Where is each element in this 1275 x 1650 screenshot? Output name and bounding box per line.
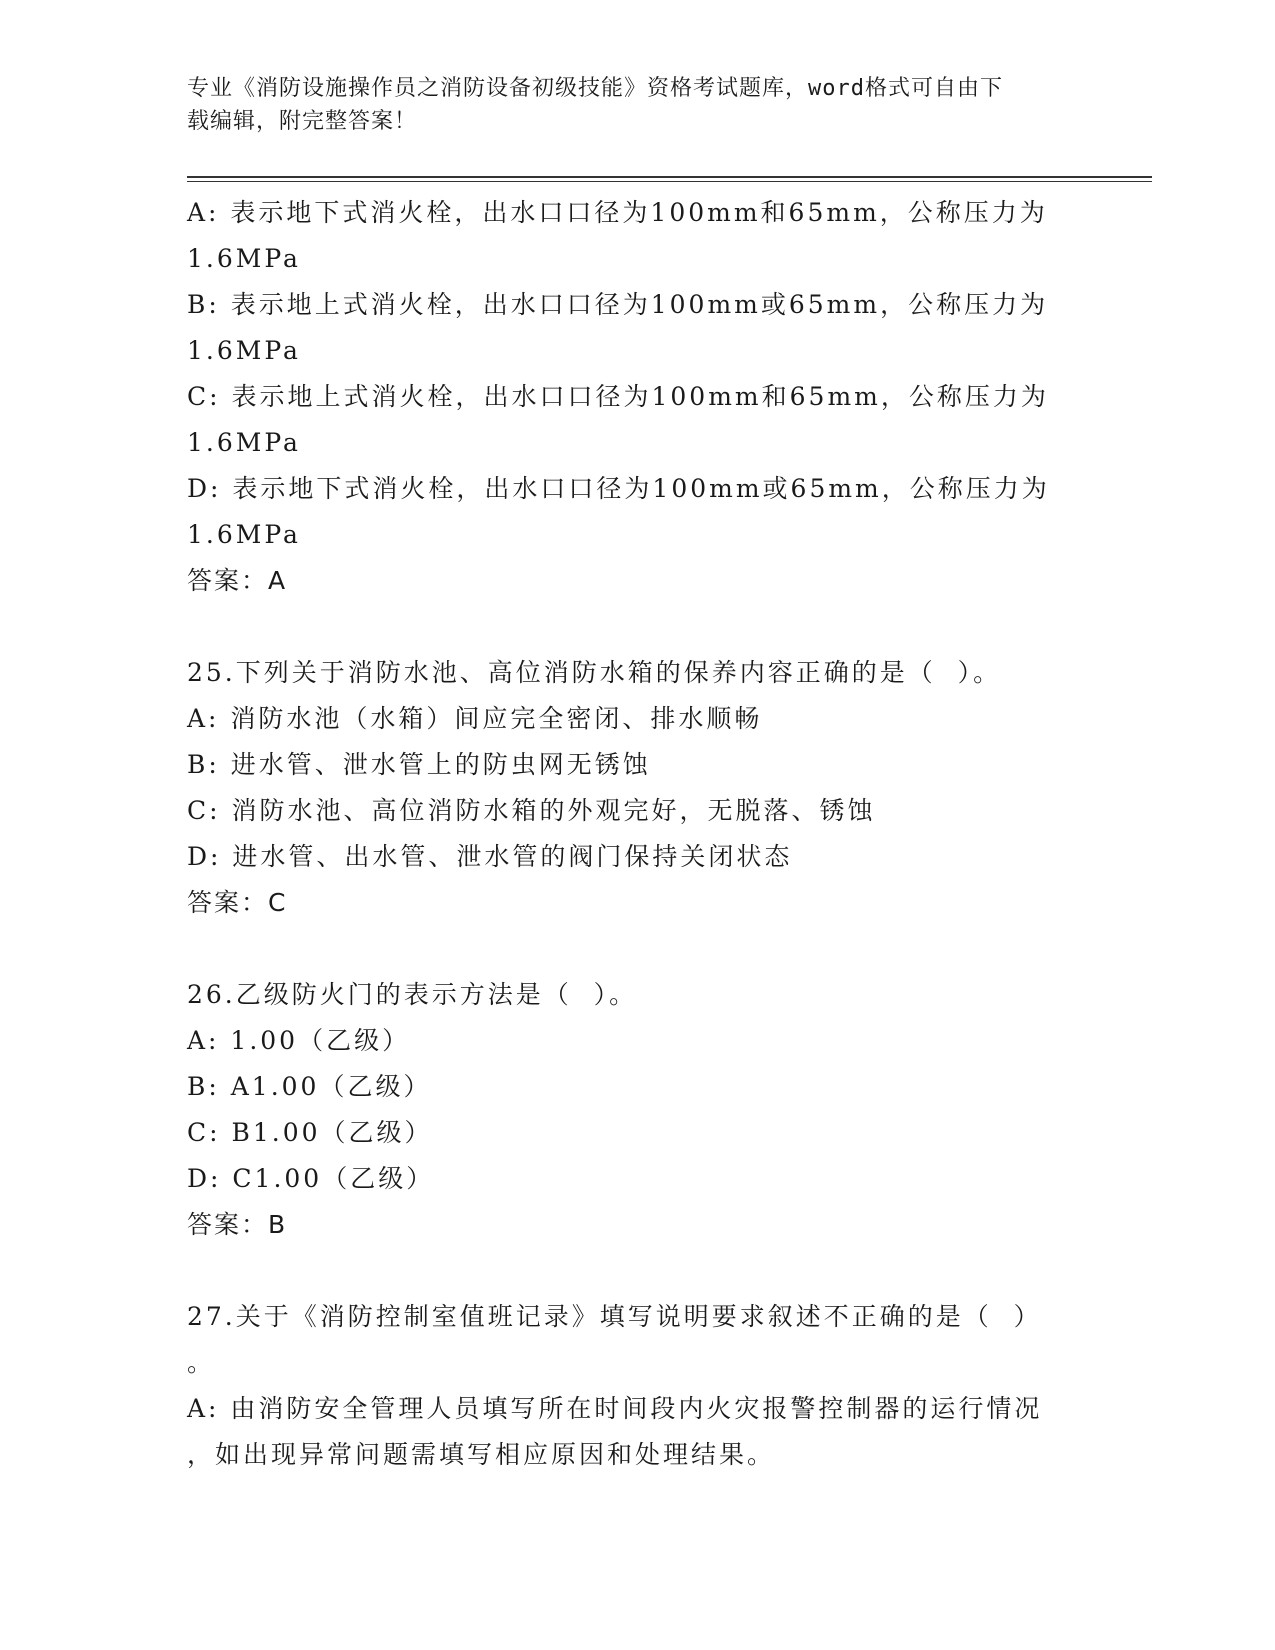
- q25-question: 25.下列关于消防水池、高位消防水箱的保养内容正确的是（ ）。: [187, 658, 1002, 687]
- q27-question-line2: 。: [187, 1348, 216, 1377]
- q25-option-b: B: 进水管、泄水管上的防虫网无锈蚀: [187, 750, 651, 779]
- spacer: [187, 926, 1087, 972]
- q26-question: 26.乙级防火门的表示方法是（ ）。: [187, 980, 638, 1009]
- header-line-1: 专业《消防设施操作员之消防设备初级技能》资格考试题库，word格式可自由下: [187, 76, 1003, 101]
- spacer: [187, 604, 1087, 650]
- document-header: [187, 72, 1067, 138]
- q24-option-c-line1: C: 表示地上式消火栓，出水口口径为100mm和65mm，公称压力为: [187, 382, 1049, 411]
- spacer: [187, 1248, 1087, 1294]
- q24-option-b-line1: B: 表示地上式消火栓，出水口口径为100mm或65mm，公称压力为: [187, 290, 1049, 319]
- q26-option-b: B: A1.00（乙级）: [187, 1072, 432, 1101]
- header-line-2: 载编辑，附完整答案！: [187, 109, 418, 134]
- q24-answer: 答案：A: [187, 566, 288, 595]
- q24-option-c-line2: 1.6MPa: [187, 428, 301, 457]
- q26-option-a: A: 1.00（乙级）: [187, 1026, 411, 1055]
- q25-option-c: C: 消防水池、高位消防水箱的外观完好，无脱落、锈蚀: [187, 796, 876, 825]
- q24-option-d-line2: 1.6MPa: [187, 520, 301, 549]
- q25-answer: 答案：C: [187, 888, 288, 917]
- q24-option-b-line2: 1.6MPa: [187, 336, 301, 365]
- q26-option-c: C: B1.00（乙级）: [187, 1118, 433, 1147]
- q24-option-a-line1: A: 表示地下式消火栓，出水口口径为100mm和65mm，公称压力为: [187, 198, 1048, 227]
- q27-question-line1: 27.关于《消防控制室值班记录》填写说明要求叙述不正确的是（ ）: [187, 1302, 1042, 1331]
- question-content: [187, 190, 1087, 1478]
- q24-option-d-line1: D: 表示地下式消火栓，出水口口径为100mm或65mm，公称压力为: [187, 474, 1050, 503]
- q27-option-a-line2: ，如出现异常问题需填写相应原因和处理结果。: [187, 1440, 776, 1469]
- q25-option-a: A: 消防水池（水箱）间应完全密闭、排水顺畅: [187, 704, 763, 733]
- q24-option-a-line2: 1.6MPa: [187, 244, 301, 273]
- q26-answer: 答案：B: [187, 1210, 288, 1239]
- q26-option-d: D: C1.00（乙级）: [187, 1164, 435, 1193]
- q25-option-d: D: 进水管、出水管、泄水管的阀门保持关闭状态: [187, 842, 793, 871]
- header-divider-thick: [187, 176, 1152, 178]
- q27-option-a-line1: A: 由消防安全管理人员填写所在时间段内火灾报警控制器的运行情况: [187, 1394, 1043, 1423]
- header-divider-thin: [187, 181, 1152, 182]
